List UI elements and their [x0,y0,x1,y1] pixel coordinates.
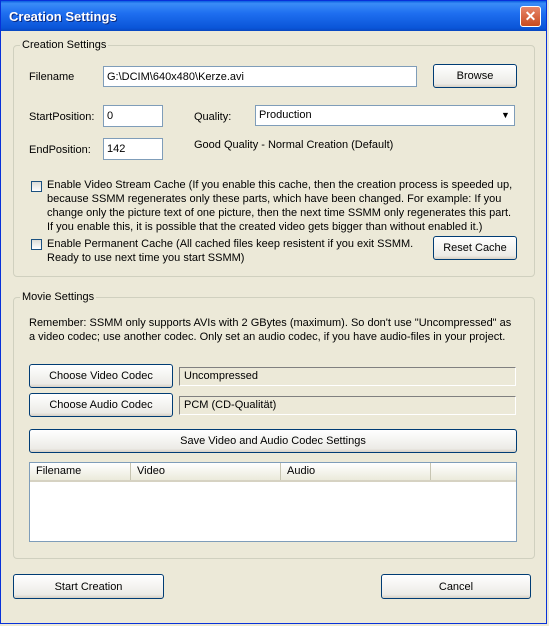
video-codec-value: Uncompressed [179,367,516,386]
choose-audio-codec-button[interactable]: Choose Audio Codec [29,393,173,417]
filename-label: Filename [29,71,75,83]
reset-cache-button[interactable]: Reset Cache [433,236,517,260]
column-video[interactable]: Video [131,463,281,480]
save-codec-settings-button[interactable]: Save Video and Audio Codec Settings [29,429,517,453]
video-stream-cache-checkbox[interactable] [31,181,42,192]
title-bar[interactable] [1,1,546,31]
quality-value: Production [259,109,312,121]
filename-input[interactable] [103,66,417,87]
window-title: Creation Settings [9,9,117,24]
cancel-button[interactable]: Cancel [381,574,531,599]
close-icon[interactable]: ✕ [520,6,541,27]
file-list-header [30,463,516,482]
creation-settings-legend: Creation Settings [22,39,107,51]
quality-label: Quality: [194,111,232,123]
start-position-input[interactable] [103,105,163,127]
column-filename[interactable]: Filename [30,463,131,480]
remember-note: Remember: SSMM only supports AVIs with 2 GBytes (maximum). So don't use "Uncompressed" as a video codec; use another codec. Only set an audio codec, if you have audio-files in your project. [29,317,512,343]
video-stream-cache-text: Enable Video Stream Cache (If you enable this cache, then the creation process is speeded up, because SSMM regenerates only these parts, which have been changed. For example: If you change only the picture text of one picture, then the next time SSMM only regenerates this part. If you enable this, it is possible that the created video gets bigger than without enabled it.) [47,179,513,233]
end-position-label: EndPosition: [29,144,91,156]
choose-video-codec-button[interactable]: Choose Video Codec [29,364,173,388]
audio-codec-value: PCM (CD-Qualität) [179,396,516,415]
column-extra[interactable] [431,463,517,480]
permanent-cache-text: Enable Permanent Cache (All cached files keep resistent if you exit SSMM. Ready to use next time you start SSMM) [47,238,414,264]
file-list[interactable] [29,462,517,542]
dropdown-arrow-icon[interactable]: ▼ [498,107,513,124]
end-position-input[interactable] [103,138,163,160]
browse-button[interactable]: Browse [433,64,517,88]
start-creation-button[interactable]: Start Creation [13,574,164,599]
quality-select[interactable] [255,105,515,126]
permanent-cache-checkbox[interactable] [31,239,42,250]
column-audio[interactable]: Audio [281,463,431,480]
quality-description: Good Quality - Normal Creation (Default) [194,139,394,151]
start-position-label: StartPosition: [29,111,95,123]
movie-settings-legend: Movie Settings [22,291,95,303]
